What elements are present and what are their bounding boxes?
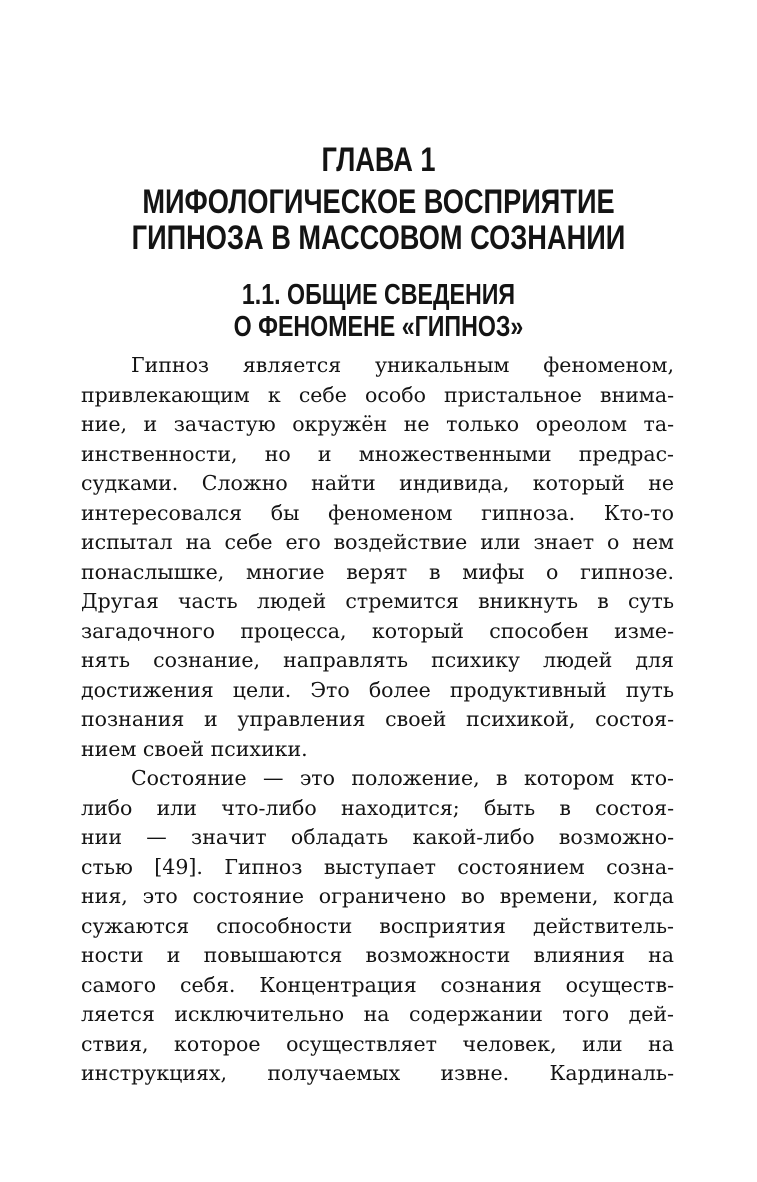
text-line: стью [49]. Гипноз выступает состоянием созна-: [81, 854, 674, 879]
text-line: Состояние — это положение, в котором кто-: [131, 766, 674, 790]
section-title-line-2: О ФЕНОМЕНЕ «ГИПНОЗ»: [233, 311, 524, 343]
text-line: привлекающим к себе особо пристальное внима-: [81, 382, 674, 407]
text-line: нием своей психики.: [81, 736, 308, 761]
text-line: понаслышке, многие верят в мифы о гипнозе.: [81, 559, 674, 584]
text-line: познания и управления своей психикой, состоя-: [81, 707, 674, 731]
text-line: ние, и зачастую окружён не только ореолом та-: [81, 412, 674, 436]
text-line: ляется исключительно на содержании того дей-: [81, 1002, 674, 1026]
chapter-label: ГЛАВА 1: [321, 141, 436, 179]
text-line: инструкциях, получаемых извне. Кардиналь-: [81, 1061, 674, 1085]
chapter-title-line-2: ГИПНОЗА В МАССОВОМ СОЗНАНИИ: [131, 219, 626, 257]
text-line: ствия, которое осуществляет человек, или на: [81, 1031, 674, 1056]
body-text: [81, 351, 674, 1089]
text-line: самого себя. Концентрация сознания осуществ-: [81, 972, 674, 997]
text-line: либо или что-либо находится; быть в состоя-: [81, 795, 674, 820]
chapter-title-line-1: МИФОЛОГИЧЕСКОЕ ВОСПРИЯТИЕ: [142, 183, 615, 221]
paragraph-1: [81, 351, 674, 764]
text-line: достижения цели. Это более продуктивный путь: [81, 677, 674, 702]
text-line: интересовался бы феноменом гипноза. Кто-то: [81, 500, 674, 525]
text-line: Гипноз является уникальным феноменом,: [131, 353, 674, 377]
text-line: инственности, но и множественными предрас-: [81, 441, 674, 466]
text-line: загадочного процесса, который способен изме-: [81, 618, 674, 643]
text-line: судками. Сложно найти индивида, который не: [81, 471, 674, 495]
section-title-line-1: 1.1. ОБЩИЕ СВЕДЕНИЯ: [241, 279, 516, 311]
paragraph-2: [81, 764, 674, 1089]
text-line: ности и повышаются возможности влияния на: [81, 943, 674, 967]
text-line: нять сознание, направлять психику людей для: [81, 648, 674, 672]
text-line: Другая часть людей стремится вникнуть в суть: [81, 589, 674, 613]
text-line: испытал на себе его воздействие или знает о нем: [81, 530, 674, 554]
text-line: ния, это состояние ограничено во времени, когда: [81, 884, 674, 908]
text-line: нии — значит обладать какой-либо возможно-: [81, 825, 674, 849]
text-line: сужаются способности восприятия действитель-: [81, 913, 674, 938]
